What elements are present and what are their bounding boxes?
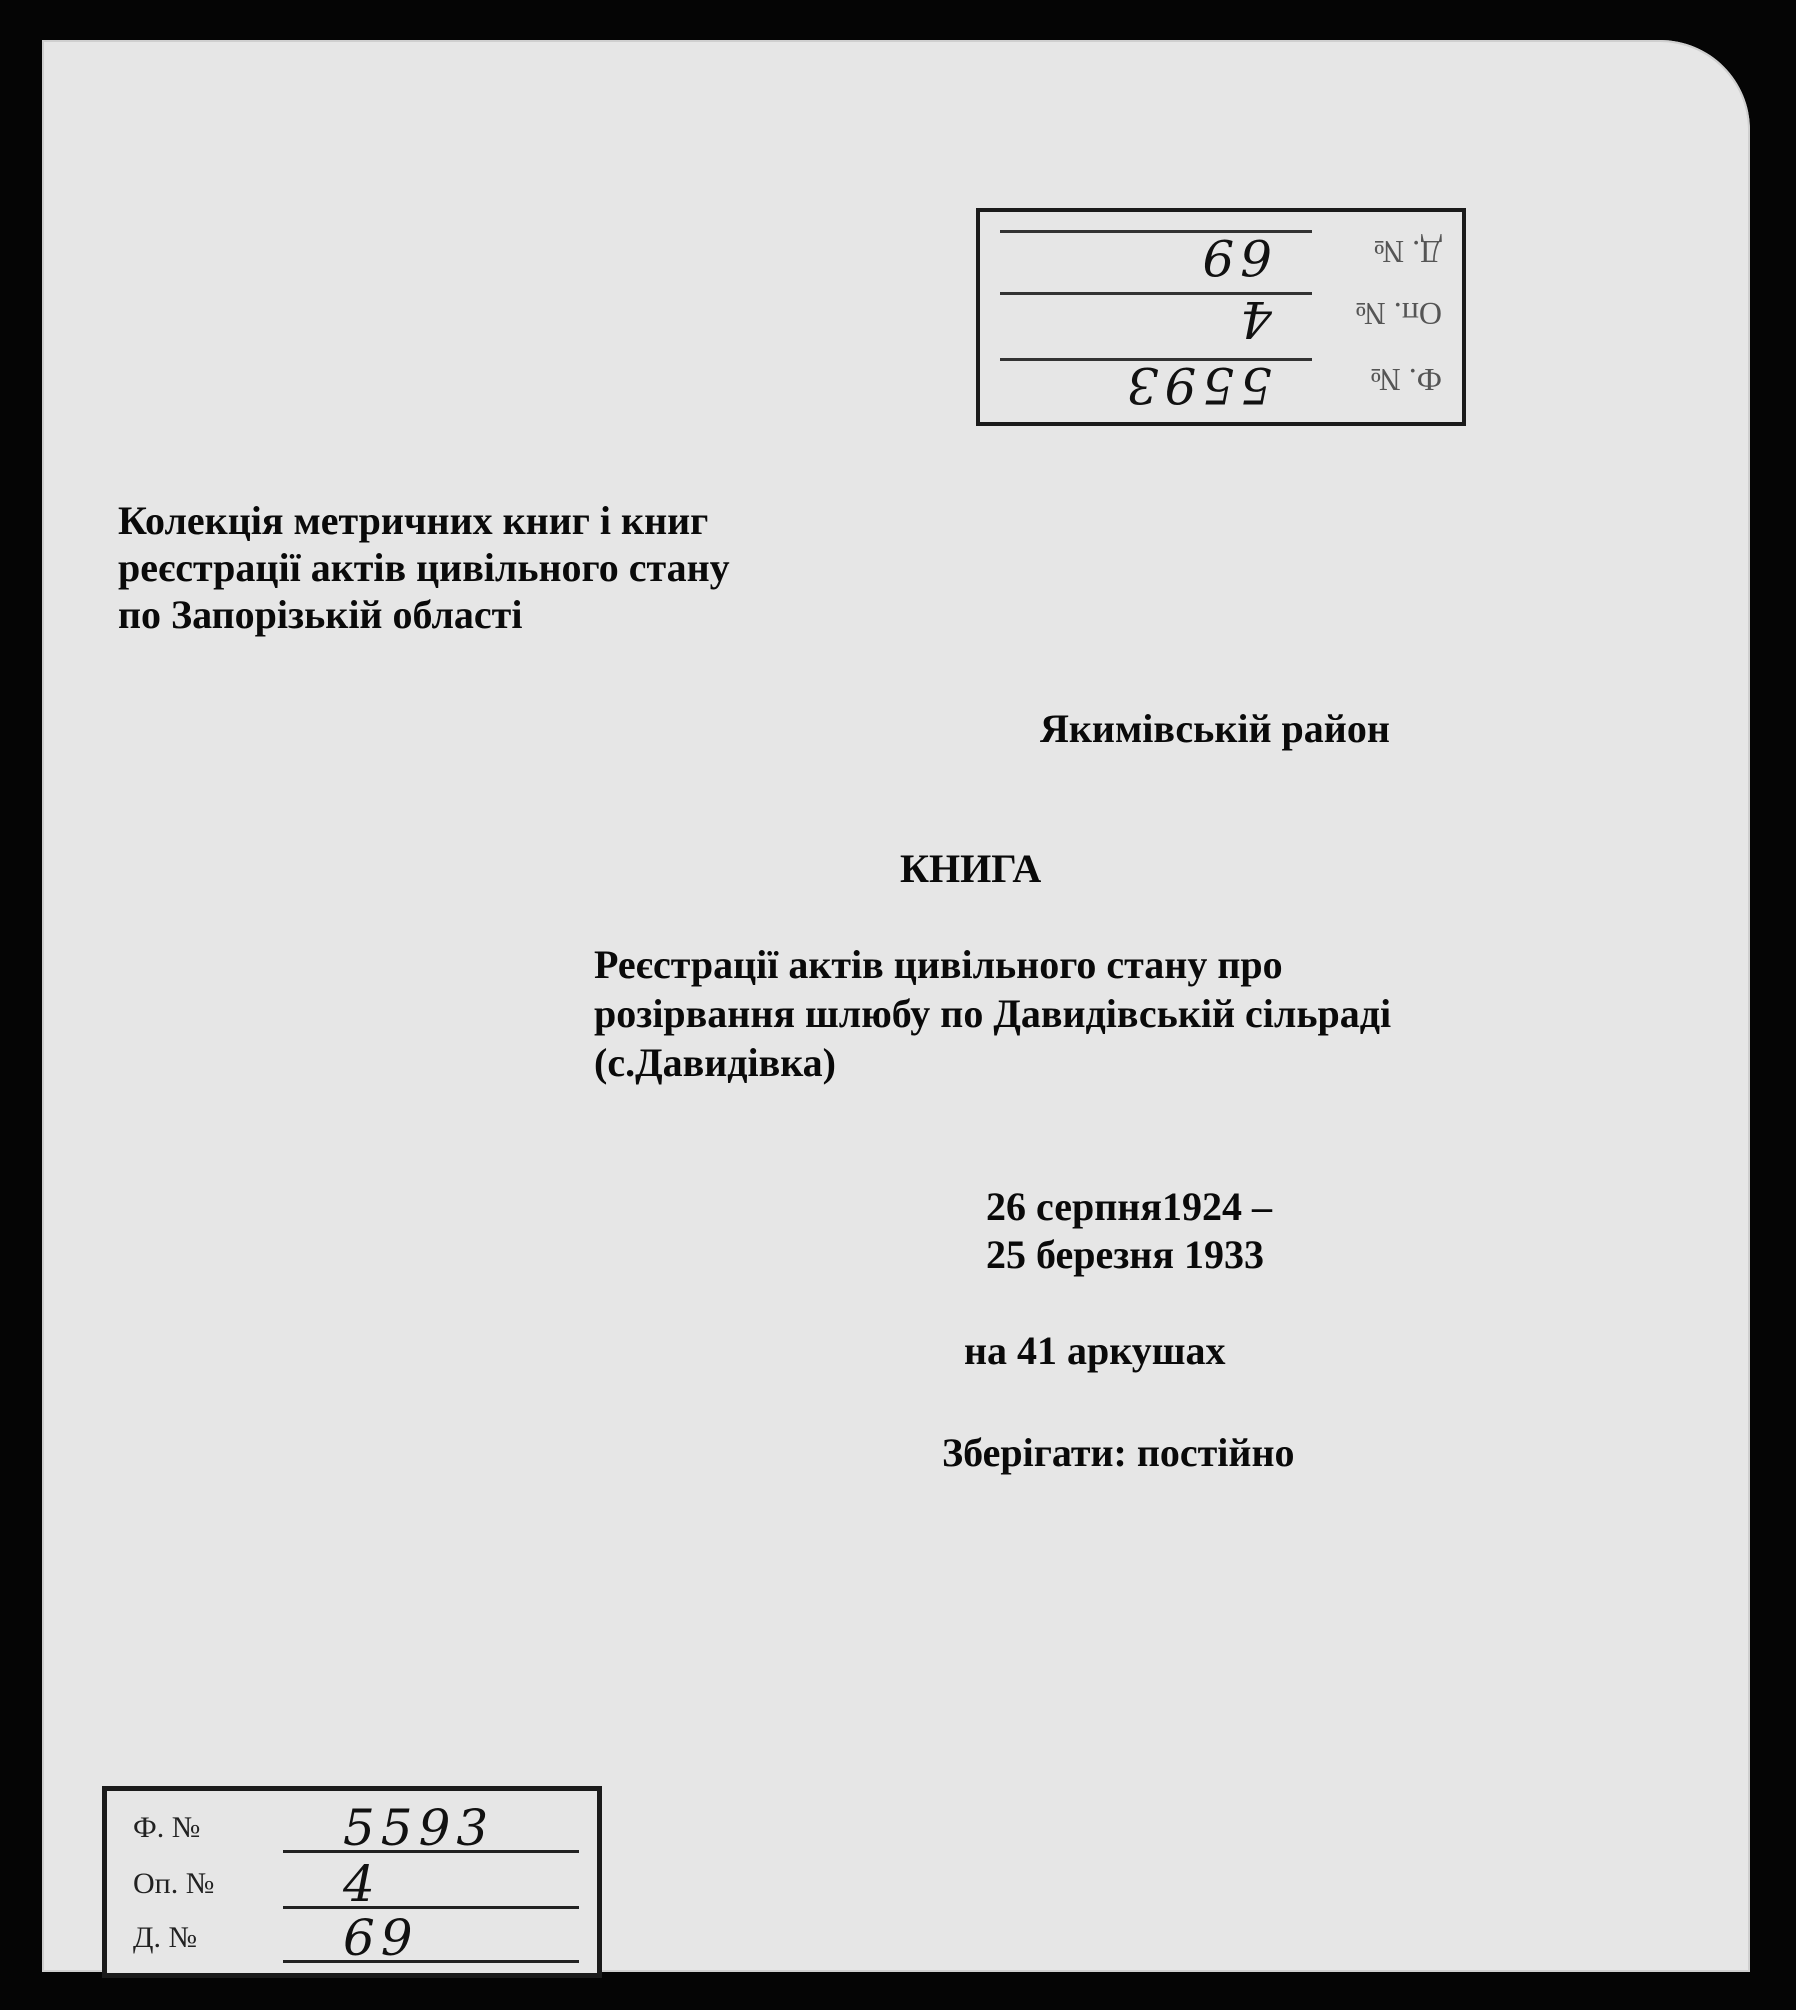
stamp-line bbox=[283, 1906, 579, 1909]
stamp-value-fond: 5593 bbox=[1120, 356, 1272, 414]
stamp-label-sprava: Д. № bbox=[1373, 234, 1442, 270]
stamp-value-sprava: 69 bbox=[343, 1909, 419, 1967]
stamp-value-sprava: 69 bbox=[1196, 228, 1272, 286]
stamp-row-fond bbox=[107, 1801, 597, 1857]
document-page bbox=[42, 40, 1750, 1972]
stamp-row-fond bbox=[980, 350, 1462, 414]
collection-line-3: по Запорізькій області bbox=[118, 592, 523, 637]
archive-stamp-top bbox=[976, 208, 1466, 426]
retention-period: Зберігати: постійно bbox=[942, 1430, 1295, 1475]
sheet-count: на 41 аркушах bbox=[964, 1328, 1226, 1373]
description-line-1: Реєстрації актів цивільного стану про bbox=[594, 942, 1283, 987]
date-range-end: 25 березня 1933 bbox=[986, 1232, 1264, 1277]
stamp-line bbox=[283, 1960, 579, 1963]
stamp-label-fond: Ф. № bbox=[1370, 362, 1442, 398]
stamp-label-fond: Ф. № bbox=[133, 1811, 201, 1844]
description-line-2: розірвання шлюбу по Давидівській сільраді bbox=[594, 991, 1392, 1036]
stamp-value-opys: 4 bbox=[1234, 290, 1272, 348]
description-line-3: (с.Давидівка) bbox=[594, 1040, 836, 1085]
collection-line-1: Колекція метричних книг і книг bbox=[118, 498, 709, 543]
stamp-label-opys: Оп. № bbox=[1355, 296, 1442, 332]
stamp-row-sprava bbox=[107, 1911, 597, 1967]
collection-line-2: реєстрації актів цивільного стану bbox=[118, 545, 730, 590]
stamp-label-sprava: Д. № bbox=[133, 1921, 198, 1954]
stamp-row-opys bbox=[980, 284, 1462, 348]
date-range-start: 26 серпня1924 – bbox=[986, 1184, 1272, 1229]
stamp-row-sprava bbox=[980, 222, 1462, 286]
archive-stamp-bottom bbox=[102, 1786, 602, 1978]
book-title: КНИГА bbox=[900, 846, 1042, 891]
stamp-value-fond: 5593 bbox=[343, 1799, 495, 1857]
stamp-label-opys: Оп. № bbox=[133, 1867, 215, 1900]
stamp-value-opys: 4 bbox=[343, 1855, 381, 1913]
district-name: Якимівській район bbox=[1040, 706, 1390, 751]
stamp-row-opys bbox=[107, 1857, 597, 1913]
